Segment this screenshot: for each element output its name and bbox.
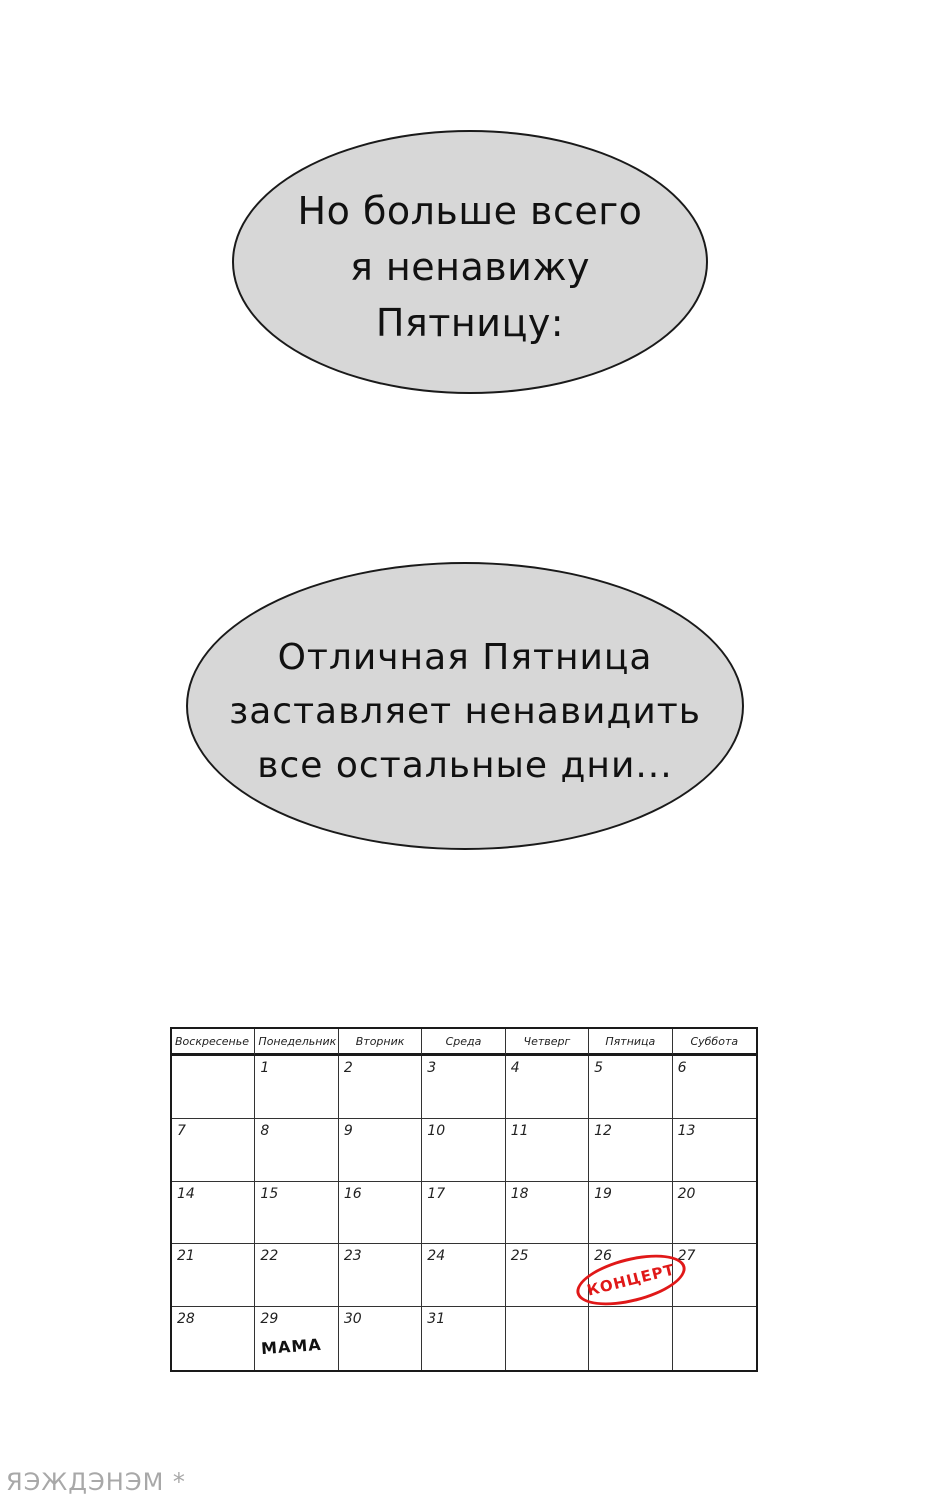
calendar-day-cell [673, 1056, 756, 1119]
calendar-day-cell [255, 1182, 338, 1245]
day-number: 23 [343, 1248, 362, 1265]
calendar-day-cell [255, 1119, 338, 1182]
calendar-header-monday: Понедельник [255, 1029, 338, 1056]
calendar-day-cell [589, 1182, 672, 1245]
calendar-day-cell [255, 1307, 338, 1370]
calendar-day-cell [506, 1244, 589, 1307]
calendar-day-cell [255, 1244, 338, 1307]
day-number: 6 [677, 1060, 687, 1076]
speech-bubble-middle [186, 562, 744, 850]
bubble-text [229, 631, 701, 793]
calendar-day-cell [172, 1119, 255, 1182]
calendar-day-cell [422, 1056, 505, 1119]
day-number: 14 [177, 1185, 195, 1202]
calendar-day-cell [422, 1119, 505, 1182]
calendar-day-cell [673, 1182, 756, 1245]
handwritten-note-mama: МАМА [260, 1335, 323, 1359]
calendar-day-cell [673, 1119, 756, 1182]
day-number: 16 [343, 1185, 362, 1202]
day-number: 22 [260, 1248, 279, 1265]
calendar-day-cell [339, 1307, 422, 1370]
calendar-day-cell [172, 1182, 255, 1245]
calendar-header-thursday: Четверг [506, 1029, 589, 1056]
calendar-day-cell [172, 1307, 255, 1370]
day-number: 17 [427, 1185, 446, 1202]
bubble-line: я ненавижу [349, 245, 591, 289]
calendar-day-cell [589, 1119, 672, 1182]
day-number: 7 [177, 1122, 186, 1139]
calendar-day-cell [506, 1182, 589, 1245]
calendar-day-cell [506, 1056, 589, 1119]
calendar-grid [170, 1027, 758, 1372]
calendar-day-cell [673, 1244, 756, 1307]
calendar-day-cell [506, 1119, 589, 1182]
day-number: 28 [177, 1311, 195, 1328]
calendar-day-cell [422, 1182, 505, 1245]
day-number: 25 [510, 1248, 529, 1265]
calendar-header-wednesday: Среда [422, 1029, 505, 1056]
bubble-line: все остальные дни... [257, 745, 673, 786]
calendar-day-cell [339, 1119, 422, 1182]
day-number: 4 [510, 1060, 520, 1076]
concert-stamp-text: КОНЦЕРТ [585, 1260, 677, 1300]
bubble-line: Пятницу: [375, 301, 565, 345]
calendar-day-cell [673, 1307, 756, 1370]
day-number: 18 [510, 1185, 529, 1202]
day-number: 29 [260, 1311, 279, 1328]
day-number: 24 [427, 1248, 446, 1265]
bubble-line: заставляет ненавидить [229, 691, 701, 732]
calendar-day-cell [339, 1056, 422, 1119]
day-number: 15 [260, 1185, 279, 1202]
calendar-day-cell [506, 1307, 589, 1370]
calendar-day-cell [339, 1182, 422, 1245]
watermark: ЯЭЖДЭНЭМ * [6, 1468, 186, 1496]
day-number: 8 [260, 1122, 270, 1139]
day-number: 13 [677, 1122, 696, 1139]
speech-bubble-top [232, 130, 708, 394]
day-number: 2 [343, 1060, 353, 1076]
calendar-day-cell [255, 1056, 338, 1119]
day-number: 31 [427, 1311, 446, 1328]
day-number: 19 [594, 1185, 612, 1202]
calendar-day-cell [589, 1307, 672, 1370]
day-number: 10 [427, 1122, 446, 1139]
day-number: 26 [594, 1248, 612, 1265]
bubble-line: Отличная Пятница [277, 637, 653, 678]
day-number: 5 [594, 1060, 604, 1076]
calendar-header-sunday: Воскресенье [172, 1029, 255, 1056]
calendar-day-cell [422, 1244, 505, 1307]
day-number: 3 [427, 1060, 437, 1076]
calendar-day-cell [172, 1244, 255, 1307]
bubble-text [298, 183, 643, 351]
day-number: 27 [677, 1248, 696, 1265]
bubble-line: Но больше всего [297, 189, 643, 233]
calendar-header-friday: Пятница [589, 1029, 672, 1056]
day-number: 21 [177, 1248, 195, 1265]
calendar-day-cell [589, 1056, 672, 1119]
calendar-day-cell [339, 1244, 422, 1307]
day-number: 9 [343, 1122, 353, 1139]
calendar-day-cell [422, 1307, 505, 1370]
day-number: 12 [594, 1122, 612, 1139]
day-number: 11 [510, 1122, 529, 1139]
day-number: 20 [677, 1185, 696, 1202]
calendar-header-tuesday: Вторник [339, 1029, 422, 1056]
calendar-day-cell [172, 1056, 255, 1119]
day-number: 1 [260, 1060, 270, 1076]
calendar-header-saturday: Суббота [673, 1029, 756, 1056]
day-number: 30 [343, 1311, 362, 1328]
